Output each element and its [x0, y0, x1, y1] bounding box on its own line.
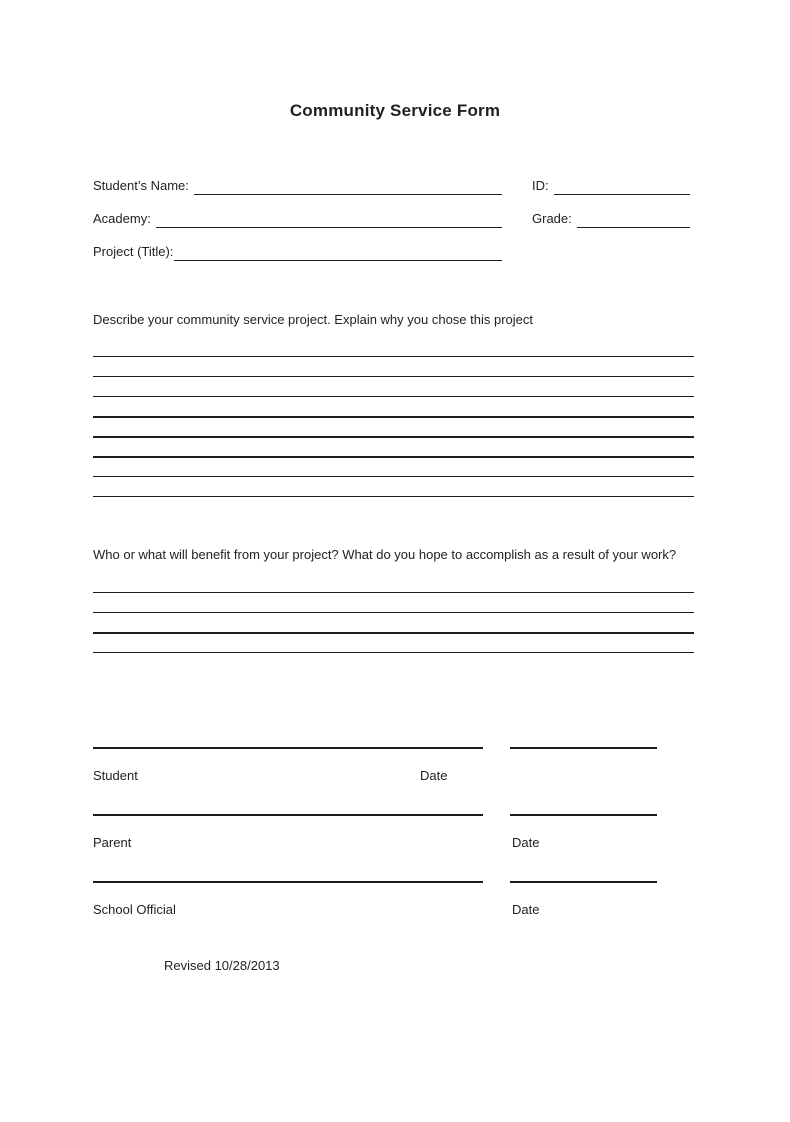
parent-signature-row: [93, 814, 694, 851]
school-official-signature-labels: [93, 902, 694, 918]
id-label: ID:: [532, 178, 549, 193]
describe-project-prompt: Describe your community service project. Explain why you chose this project: [93, 312, 534, 327]
parent-date-line: [510, 814, 657, 816]
grade-blank-line: [577, 212, 690, 228]
signature-block: [93, 747, 694, 918]
parent-date-label: Date: [512, 835, 540, 850]
grade-field: [532, 211, 690, 228]
answer-line: [93, 396, 694, 397]
parent-signature-label: Parent: [93, 835, 132, 850]
answer-line: [93, 496, 694, 497]
page-title: Community Service Form: [289, 101, 501, 120]
answer-line: [93, 416, 694, 418]
student-name-field: [93, 178, 502, 195]
school-official-signature-row: [93, 881, 694, 918]
revision-note: Revised 10/28/2013: [164, 958, 280, 973]
benefit-prompt: Who or what will benefit from your project? What do you hope to accomplish as a result of your work?: [93, 547, 677, 562]
student-date-line: [510, 747, 657, 749]
form-content: [93, 177, 694, 974]
student-signature-lines: [93, 747, 657, 749]
student-signature-labels: [93, 768, 694, 784]
project-title-field: [93, 244, 502, 261]
field-row-project-title: [93, 243, 694, 261]
parent-signature-lines: [93, 814, 657, 816]
answer-line: [93, 356, 694, 357]
school-official-date-line: [510, 881, 657, 883]
answer-line: [93, 376, 694, 377]
answer-line: [93, 476, 694, 477]
answer-line: [93, 592, 694, 593]
project-title-label: Project (Title):: [93, 244, 174, 259]
answer-line: [93, 632, 694, 634]
school-official-date-label: Date: [512, 902, 540, 917]
field-row-name-id: [93, 177, 694, 195]
school-official-signature-label: School Official: [93, 902, 176, 917]
answer-line: [93, 436, 694, 438]
student-date-label: Date: [420, 768, 448, 783]
benefit-answer-lines: [93, 592, 694, 653]
project-title-blank-line: [174, 245, 502, 261]
academy-field: [93, 211, 502, 228]
student-signature-line: [93, 747, 483, 749]
parent-signature-line: [93, 814, 483, 816]
answer-line: [93, 612, 694, 613]
student-name-label: Student’s Name:: [93, 178, 189, 193]
school-official-signature-line: [93, 881, 483, 883]
form-page: [0, 100, 790, 1122]
answer-line: [93, 652, 694, 653]
field-row-academy-grade: [93, 210, 694, 228]
student-signature-label: Student: [93, 768, 138, 783]
school-official-signature-lines: [93, 881, 657, 883]
academy-blank-line: [156, 212, 502, 228]
answer-line: [93, 456, 694, 458]
student-name-blank-line: [194, 179, 502, 195]
parent-signature-labels: [93, 835, 694, 851]
id-field: [532, 178, 690, 195]
student-signature-row: [93, 747, 694, 784]
id-blank-line: [554, 179, 690, 195]
header-fields: [93, 177, 694, 261]
grade-label: Grade:: [532, 211, 572, 226]
describe-project-answer-lines: [93, 356, 694, 497]
academy-label: Academy:: [93, 211, 151, 226]
